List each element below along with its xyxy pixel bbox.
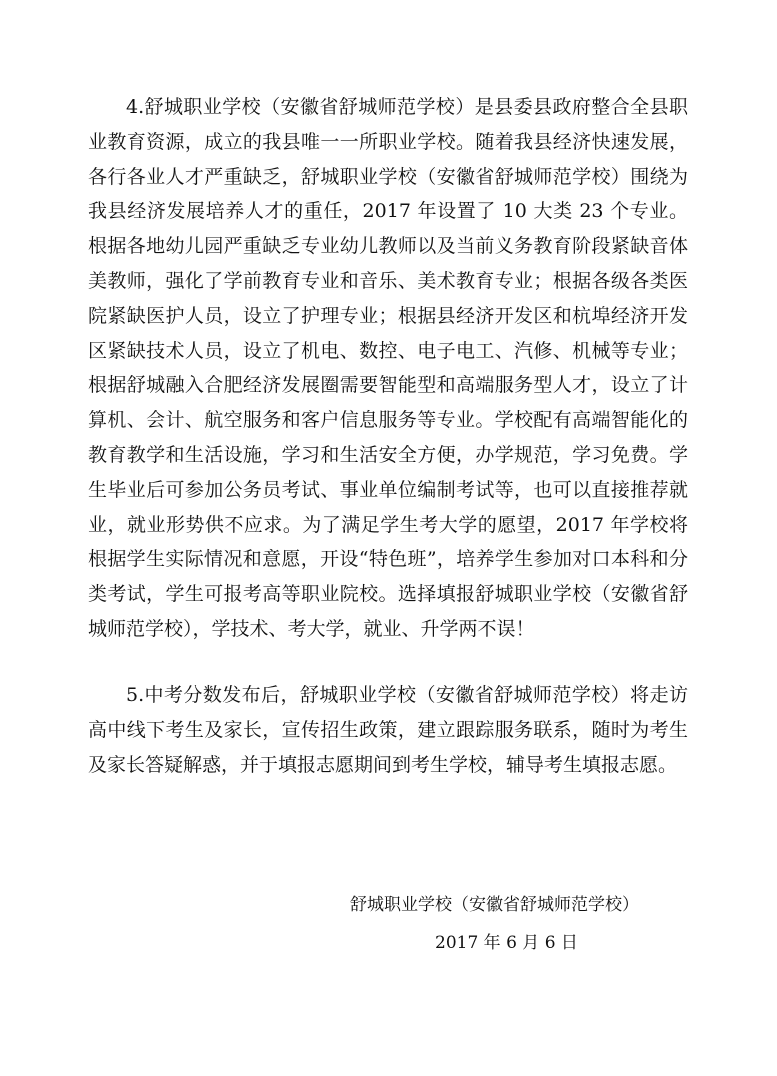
paragraph-5: 5.中考分数发布后，舒城职业学校（安徽省舒城师范学校）将走访高中线下考生及家长，宣传招生政策，建立跟踪服务联系，随时为考生及家长答疑解惑，并于填报志愿期间到考生学校，辅导考生填报志愿。 [88,684,688,776]
signature-date: 2017 年 6 月 6 日 [435,933,578,953]
paragraph-4: 4.舒城职业学校（安徽省舒城师范学校）是县委县政府整合全县职业教育资源，成立的我县唯一一所职业学校。随着我县经济快速发展，各行各业人才严重缺乏，舒城职业学校（安徽省舒城师范学校）围绕为我县经济发展培养人才的重任，2017 年设置了 10 大类 23 个专业。根据各地幼儿园严重缺乏专业幼儿教师以及当前义务教育阶段紧缺音体美教师，强化了学前教育专业和音乐、美术教育专业；根据各级各类医院紧缺医护人员，设立了护理专业；根据县经济开发区和杭埠经济开发区紧缺技术人员，设立了机电、数控、电子电工、汽修、机械等专业；根据舒城融入合肥经济发展圈需要智能型和高端服务型人才，设立了计算机、会计、航空服务和客户信息服务等专业。学校配有高端智能化的教育教学和生活设施，学习和生活安全方便，办学规范，学习免费。学生毕业后可参加公务员考试、事业单位编制考试等，也可以直接推荐就业，就业形势供不应求。为了满足学生考大学的愿望，2017 年学校将根据学生实际情况和意愿，开设“特色班”，培养学生参加对口本科和分类考试，学生可报考高等职业院校。选择填报舒城职业学校（安徽省舒城师范学校），学技术、考大学，就业、升学两不误！ [88,96,688,640]
signature-organization: 舒城职业学校（安徽省舒城师范学校） [350,895,639,915]
